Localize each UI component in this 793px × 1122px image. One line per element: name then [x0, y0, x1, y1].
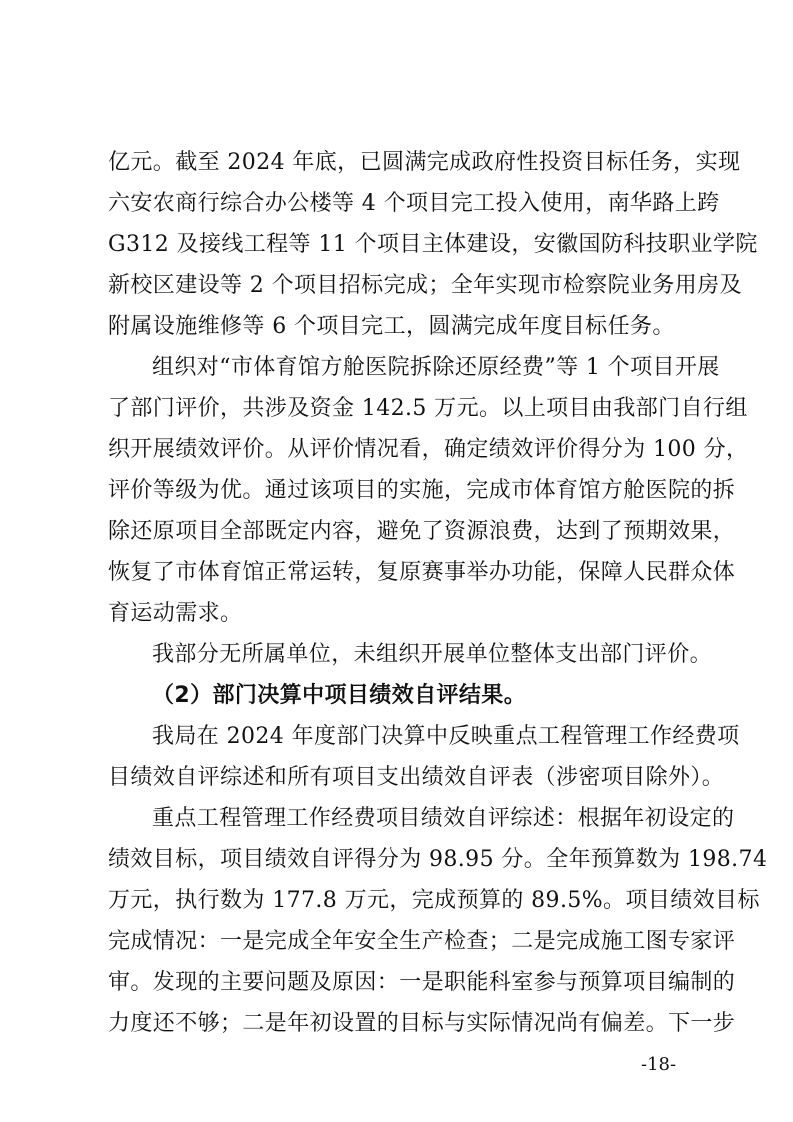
body-text-line: 新校区建设等 2 个项目招标完成；全年实现市检察院业务用房及 — [108, 273, 742, 298]
body-text-line: 万元，执行数为 177.8 万元，完成预算的 89.5%。项目绩效目标 — [108, 888, 760, 913]
body-text-line: 亿元。截至 2024 年底，已圆满完成政府性投资目标任务，实现 — [108, 150, 741, 175]
paragraph-start-line: 重点工程管理工作经费项目绩效自评综述：根据年初设定的 — [152, 806, 735, 831]
body-text-line: 评价等级为优。通过该项目的实施，完成市体育馆方舱医院的拆 — [108, 478, 736, 503]
body-text-line: 恢复了市体育馆正常运转，复原赛事举办功能，保障人民群众体 — [108, 560, 736, 585]
body-text-line: 了部门评价，共涉及资金 142.5 万元。以上项目由我部门自行组 — [108, 396, 748, 421]
body-text-line: 织开展绩效评价。从评价情况看，确定绩效评价得分为 100 分， — [108, 437, 749, 462]
body-text-line: 审。发现的主要问题及原因：一是职能科室参与预算项目编制的 — [108, 970, 736, 995]
body-text-line: 六安农商行综合办公楼等 4 个项目完工投入使用，南华路上跨 — [108, 191, 720, 216]
paragraph-start-line: 我部分无所属单位，未组织开展单位整体支出部门评价。 — [152, 642, 713, 667]
body-text-line: 附属设施维修等 6 个项目完工，圆满完成年度目标任务。 — [108, 314, 675, 339]
body-text-line: 目绩效自评综述和所有项目支出绩效自评表（涉密项目除外）。 — [108, 765, 725, 790]
page-number: -18- — [641, 1054, 677, 1075]
body-text-line: 育运动需求。 — [108, 601, 243, 626]
section-heading: （2）部门决算中项目绩效自评结果。 — [152, 683, 527, 708]
body-text-line: 力度还不够；二是年初设置的目标与实际情况尚有偏差。下一步 — [108, 1011, 736, 1036]
body-text-line: G312 及接线工程等 11 个项目主体建设，安徽国防科技职业学院 — [108, 232, 758, 257]
paragraph-start-line: 组织对“市体育馆方舱医院拆除还原经费”等 1 个项目开展 — [152, 355, 720, 380]
body-text-line: 绩效目标，项目绩效自评得分为 98.95 分。全年预算数为 198.74 — [108, 847, 768, 872]
body-text-line: 除还原项目全部既定内容，避免了资源浪费，达到了预期效果， — [108, 519, 736, 544]
paragraph-start-line: 我局在 2024 年度部门决算中反映重点工程管理工作经费项 — [152, 724, 740, 749]
body-text-line: 完成情况：一是完成全年安全生产检查；二是完成施工图专家评 — [108, 929, 736, 954]
